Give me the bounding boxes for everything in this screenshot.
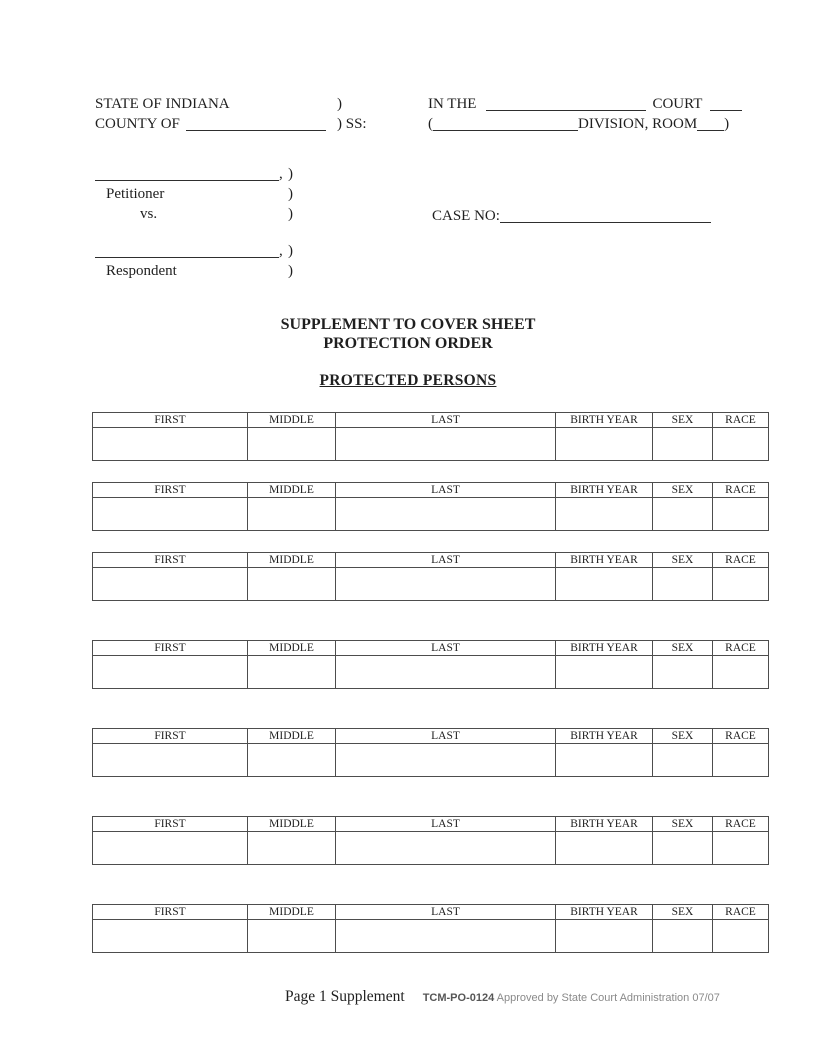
division-line <box>428 114 742 134</box>
party-caption <box>95 164 293 281</box>
birth-year-column-header: BIRTH YEAR <box>556 905 653 920</box>
county-of-label: COUNTY OF <box>95 116 180 132</box>
race-cell <box>713 744 769 777</box>
form-meta <box>423 992 720 1004</box>
race-column-header: RACE <box>713 413 769 428</box>
first-column-header: FIRST <box>93 483 248 498</box>
birth-year-cell <box>556 428 653 461</box>
respondent-label-line <box>95 261 293 281</box>
race-column-header: RACE <box>713 817 769 832</box>
protected-persons-table <box>92 640 769 689</box>
vs-label: vs. <box>140 206 158 222</box>
race-column-header: RACE <box>713 553 769 568</box>
court-label: COURT <box>652 96 703 112</box>
middle-name-cell <box>248 428 336 461</box>
first-name-cell <box>93 656 248 689</box>
protected-persons-table <box>92 904 769 953</box>
birth-year-cell <box>556 498 653 531</box>
petitioner-label-line <box>95 184 293 204</box>
last-column-header: LAST <box>336 729 556 744</box>
protected-persons-table <box>92 728 769 777</box>
birth-year-cell <box>556 568 653 601</box>
comma: , <box>279 166 283 182</box>
sex-cell <box>653 920 713 953</box>
last-name-cell <box>336 920 556 953</box>
race-column-header: RACE <box>713 641 769 656</box>
middle-column-header: MIDDLE <box>248 483 336 498</box>
birth-year-cell <box>556 656 653 689</box>
race-cell <box>713 568 769 601</box>
last-column-header: LAST <box>336 413 556 428</box>
middle-name-cell <box>248 498 336 531</box>
respondent-label: Respondent <box>106 263 177 279</box>
middle-column-header: MIDDLE <box>248 817 336 832</box>
case-number-line <box>432 206 711 226</box>
table-entry-row <box>93 832 769 865</box>
sex-column-header: SEX <box>653 905 713 920</box>
birth-year-cell <box>556 744 653 777</box>
table-entry-row <box>93 656 769 689</box>
last-name-cell <box>336 832 556 865</box>
last-column-header: LAST <box>336 483 556 498</box>
document-title-line2: PROTECTION ORDER <box>323 335 493 352</box>
protected-persons-table <box>92 412 769 461</box>
protected-persons-table <box>92 552 769 601</box>
first-column-header: FIRST <box>93 905 248 920</box>
petitioner-name-line <box>95 164 293 184</box>
vs-line <box>95 204 293 224</box>
page-footer <box>285 988 720 1006</box>
last-name-cell <box>336 428 556 461</box>
comma: , <box>279 243 283 259</box>
first-name-cell <box>93 744 248 777</box>
race-column-header: RACE <box>713 483 769 498</box>
in-the-label: IN THE <box>428 96 477 112</box>
caption-paren: ) <box>288 243 293 259</box>
respondent-name-blank <box>95 254 279 258</box>
caption-paren: ) <box>337 96 342 112</box>
page-number-label: Page 1 Supplement <box>285 988 405 1005</box>
table-entry-row <box>93 498 769 531</box>
caption-paren: ) <box>288 263 293 279</box>
first-column-header: FIRST <box>93 817 248 832</box>
sex-column-header: SEX <box>653 641 713 656</box>
birth-year-column-header: BIRTH YEAR <box>556 413 653 428</box>
division-name-blank <box>433 127 578 131</box>
last-column-header: LAST <box>336 817 556 832</box>
division-room-label: DIVISION, ROOM <box>578 116 698 132</box>
race-cell <box>713 832 769 865</box>
table-entry-row <box>93 744 769 777</box>
protected-persons-tables <box>92 412 768 953</box>
state-of-indiana-label: STATE OF INDIANA <box>95 96 230 112</box>
last-column-header: LAST <box>336 553 556 568</box>
sex-cell <box>653 428 713 461</box>
first-column-header: FIRST <box>93 729 248 744</box>
document-title-line1: SUPPLEMENT TO COVER SHEET <box>280 316 536 333</box>
caption-paren: ) <box>288 166 293 182</box>
county-name-blank <box>186 127 326 131</box>
close-paren: ) <box>724 116 730 132</box>
birth-year-column-header: BIRTH YEAR <box>556 553 653 568</box>
open-paren: ( <box>428 116 433 132</box>
last-name-cell <box>336 568 556 601</box>
state-line <box>95 94 367 114</box>
sex-cell <box>653 744 713 777</box>
table-header-row <box>93 817 769 832</box>
race-column-header: RACE <box>713 905 769 920</box>
middle-name-cell <box>248 832 336 865</box>
middle-column-header: MIDDLE <box>248 729 336 744</box>
birth-year-column-header: BIRTH YEAR <box>556 729 653 744</box>
table-header-row <box>93 483 769 498</box>
sex-cell <box>653 656 713 689</box>
table-header-row <box>93 553 769 568</box>
table-header-row <box>93 413 769 428</box>
table-header-row <box>93 641 769 656</box>
middle-name-cell <box>248 920 336 953</box>
case-number-blank <box>500 219 711 223</box>
sex-column-header: SEX <box>653 483 713 498</box>
middle-name-cell <box>248 568 336 601</box>
first-column-header: FIRST <box>93 553 248 568</box>
middle-name-cell <box>248 656 336 689</box>
court-name-blank <box>486 107 646 111</box>
table-entry-row <box>93 428 769 461</box>
last-name-cell <box>336 656 556 689</box>
last-column-header: LAST <box>336 641 556 656</box>
birth-year-cell <box>556 832 653 865</box>
respondent-name-line <box>95 241 293 261</box>
birth-year-column-header: BIRTH YEAR <box>556 641 653 656</box>
sex-cell <box>653 568 713 601</box>
table-entry-row <box>93 568 769 601</box>
race-cell <box>713 656 769 689</box>
first-name-cell <box>93 568 248 601</box>
middle-column-header: MIDDLE <box>248 553 336 568</box>
middle-column-header: MIDDLE <box>248 641 336 656</box>
court-right-block <box>428 94 742 134</box>
first-column-header: FIRST <box>93 641 248 656</box>
county-line <box>95 114 367 134</box>
form-number: TCM-PO-0124 <box>422 992 495 1004</box>
race-cell <box>713 920 769 953</box>
caption-paren: ) <box>288 186 293 202</box>
birth-year-cell <box>556 920 653 953</box>
table-header-row <box>93 905 769 920</box>
first-column-header: FIRST <box>93 413 248 428</box>
petitioner-label: Petitioner <box>106 186 165 202</box>
middle-column-header: MIDDLE <box>248 413 336 428</box>
sex-column-header: SEX <box>653 413 713 428</box>
sex-column-header: SEX <box>653 553 713 568</box>
birth-year-column-header: BIRTH YEAR <box>556 483 653 498</box>
table-header-row <box>93 729 769 744</box>
court-line <box>428 94 742 114</box>
middle-name-cell <box>248 744 336 777</box>
birth-year-column-header: BIRTH YEAR <box>556 817 653 832</box>
last-name-cell <box>336 498 556 531</box>
protected-persons-table <box>92 816 769 865</box>
table-entry-row <box>93 920 769 953</box>
court-number-blank <box>710 107 742 111</box>
room-number-blank <box>697 127 724 131</box>
last-name-cell <box>336 744 556 777</box>
case-no-label: CASE NO: <box>432 208 500 224</box>
caption-paren: ) <box>288 206 293 222</box>
title-block <box>0 315 816 390</box>
first-name-cell <box>93 498 248 531</box>
sex-cell <box>653 498 713 531</box>
protected-persons-heading: PROTECTED PERSONS <box>319 372 497 389</box>
first-name-cell <box>93 920 248 953</box>
venue-left-block <box>95 94 367 134</box>
sex-column-header: SEX <box>653 729 713 744</box>
ss-label: ) SS: <box>337 116 367 132</box>
last-column-header: LAST <box>336 905 556 920</box>
middle-column-header: MIDDLE <box>248 905 336 920</box>
petitioner-name-blank <box>95 177 279 181</box>
first-name-cell <box>93 428 248 461</box>
first-name-cell <box>93 832 248 865</box>
race-column-header: RACE <box>713 729 769 744</box>
race-cell <box>713 498 769 531</box>
sex-cell <box>653 832 713 865</box>
race-cell <box>713 428 769 461</box>
protected-persons-table <box>92 482 769 531</box>
sex-column-header: SEX <box>653 817 713 832</box>
approval-text: Approved by State Court Administration 07/07 <box>496 992 720 1004</box>
